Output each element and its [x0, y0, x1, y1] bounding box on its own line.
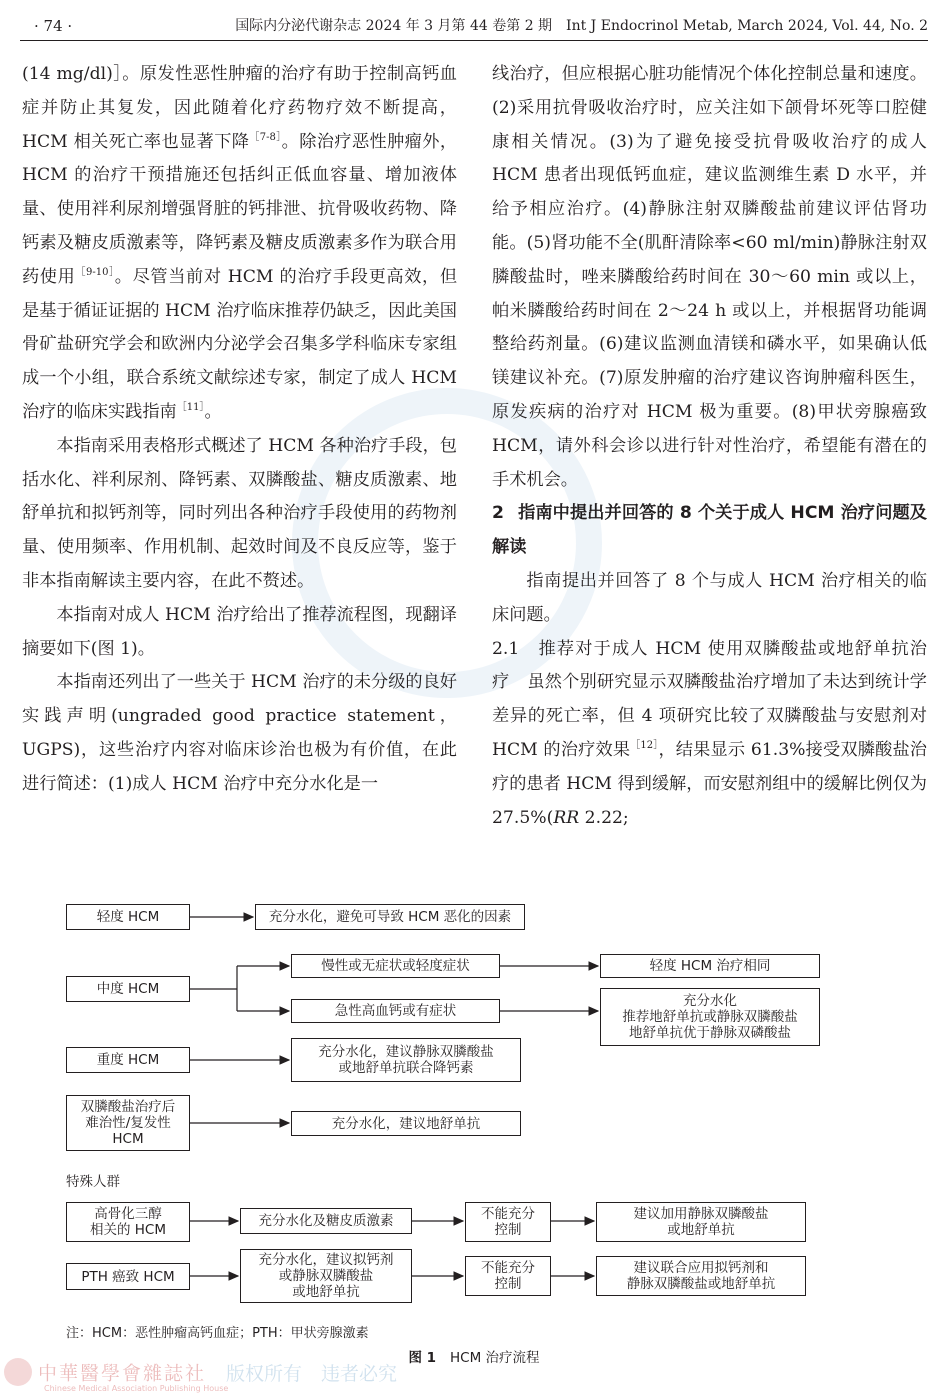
box-moderate-hcm: 中度 HCM — [66, 976, 190, 1002]
reference-12[interactable]: ［12］ — [630, 739, 659, 751]
subsection-title: 推荐对于成人 HCM 使用双膦酸盐或地舒单抗治疗 — [492, 638, 927, 693]
left-paragraph-2: 本指南采用表格形式概述了 HCM 各种治疗手段，包括水化、袢利尿剂、降钙素、双膦酸盐、糖皮质激素、地舒单抗和拟钙剂等，同时列出各种治疗手段使用的药物剂量、使用频率、作用机制、起效时间及不良反应等，鉴于非本指南解读主要内容，在此不赘述。 — [22, 435, 457, 591]
right-column — [492, 58, 927, 835]
box-pth-uncontrolled: 不能充分 控制 — [465, 1256, 551, 1296]
box-calcitriol-hcm: 高骨化三醇 相关的 HCM — [66, 1202, 190, 1242]
publisher-logo-icon — [4, 1358, 32, 1386]
subsection-number: 2.1 — [492, 638, 520, 659]
left-paragraph-4: 本指南还列出了一些关于 HCM 治疗的未分级的良好实践声明(ungraded good practice statement，UGPS)，这些治疗内容对临床诊治也极为有价值，在此进行简述：(1)成人 HCM 治疗中充分水化是一 — [22, 672, 457, 794]
box-severe-hcm: 重度 HCM — [66, 1047, 190, 1073]
reference-7-8[interactable]: ［7-8］ — [249, 131, 282, 143]
box-calcitriol-uncontrolled: 不能充分 控制 — [465, 1202, 551, 1242]
subsection-2-1: 2.1 推荐对于成人 HCM 使用双膦酸盐或地舒单抗治疗 虽然个别研究显示双膦酸盐治疗增加了未达到统计学差异的死亡率，但 4 项研究比较了双膦酸盐与安慰剂对 HCM 的治疗效果$^{[12]}$，结果显示 61.3%接受双膦酸盐治疗的患者 HCM 得到缓解，而安慰剂组中的缓解比例仅为 27.5%(RR 2.22; — [492, 638, 927, 828]
box-mild-hcm: 轻度 HCM — [66, 904, 190, 930]
box-pth-result: 建议联合应用拟钙剂和 静脉双膦酸盐或地舒单抗 — [596, 1256, 806, 1296]
box-moderate-chronic-result: 轻度 HCM 治疗相同 — [600, 954, 820, 978]
publisher-watermark: 中華醫學會雜誌社 版权所有 违者必究 Chinese Medical Association Publishing House — [4, 1358, 424, 1398]
box-calcitriol-result: 建议加用静脉双膦酸盐 或地舒单抗 — [596, 1202, 806, 1242]
page-number: · 74 · — [34, 17, 73, 35]
figure-caption: 图 1 HCM 治疗流程 — [408, 1350, 540, 1366]
section-heading-2: 2 指南中提出并回答的 8 个关于成人 HCM 治疗问题及解读 — [492, 503, 927, 558]
right-paragraph-2: 指南提出并回答了 8 个与成人 HCM 治疗相关的临床问题。 — [492, 570, 927, 625]
journal-citation: 国际内分泌代谢杂志 2024 年 3 月第 44 卷第 2 期 Int J Endocrinol Metab, March 2024, Vol. 44, No. 2 — [235, 18, 928, 34]
special-population-label: 特殊人群 — [66, 1174, 120, 1190]
box-pth-action: 充分水化，建议拟钙剂 或静脉双膦酸盐 或地舒单抗 — [240, 1249, 412, 1303]
box-moderate-acute-result: 充分水化 推荐地舒单抗或静脉双膦酸盐 地舒单抗优于静脉双磷酸盐 — [600, 988, 820, 1046]
box-pth-hcm: PTH 癌致 HCM — [66, 1263, 190, 1290]
box-moderate-acute: 急性高血钙或有症状 — [291, 999, 500, 1023]
reference-11[interactable]: ［11］ — [176, 401, 205, 413]
box-calcitriol-action: 充分水化及糖皮质激素 — [240, 1208, 412, 1234]
left-paragraph-1: (14 mg/dl)］。原发性恶性肿瘤的治疗有助于控制高钙血症并防止其复发，因此随着化疗药物疗效不断提高，HCM 相关死亡率也显著下降$^{[7-8]}$。除治疗恶性肿瘤外，HCM 的治疗干预措施还包括纠正低血容量、增加液体量、使用袢利尿剂增强肾脏的钙排泄、抗骨吸收药物、降钙素及糖皮质激素等，降钙素及糖皮质激素多作为联合用药使用$^{[9-10]}$。尽管当前对 HCM 的治疗手段更高效，但是基于循证证据的 HCM 治疗临床推荐仍缺乏，因此美国骨矿盐研究学会和欧洲内分泌学会召集多学科临床专家组成一个小组，联合系统文献综述专家，制定了成人 HCM 治疗的临床实践指南$^{[11]}$。 — [22, 64, 458, 422]
right-paragraph-1: 线治疗，但应根据心脏功能情况个体化控制总量和速度。(2)采用抗骨吸收治疗时，应关注如下颌骨坏死等口腔健康相关情况。(3)为了避免接受抗骨吸收治疗的成人 HCM 患者出现低钙血症，建议监测维生素 D 水平，并给予相应治疗。(4)静脉注射双膦酸盐前建议评估肾功能。(5)肾功能不全(肌酐清除率<60 ml/min)静脉注射双膦酸盐时，唑来膦酸给药时间在 30～60 min 或以上，帕米膦酸给药时间在 2～24 h 或以上，并根据肾功能调整给药剂量。(6)建议监测血清镁和磷水平，如果确认低镁建议补充。(7)原发肿瘤的治疗建议咨询肿瘤科医生，原发疾病的治疗对 HCM 极为重要。(8)甲状旁腺癌致 HCM，请外科会诊以进行针对性治疗，希望能有潜在的手术机会。 — [492, 64, 927, 490]
running-header — [20, 12, 928, 41]
box-moderate-chronic: 慢性或无症状或轻度症状 — [291, 954, 500, 978]
box-mild-action: 充分水化，避免可导致 HCM 恶化的因素 — [255, 904, 525, 930]
reference-9-10[interactable]: ［9-10］ — [75, 266, 115, 278]
left-paragraph-3: 本指南对成人 HCM 治疗给出了推荐流程图，现翻译摘要如下(图 1)。 — [22, 604, 457, 659]
box-refractory-action: 充分水化，建议地舒单抗 — [291, 1111, 521, 1136]
figure-note: 注：HCM：恶性肿瘤高钙血症；PTH：甲状旁腺激素 — [66, 1326, 369, 1341]
left-column — [22, 58, 457, 802]
box-refractory-hcm: 双膦酸盐治疗后 难治性/复发性 HCM — [66, 1095, 190, 1151]
box-severe-action: 充分水化，建议静脉双膦酸盐 或地舒单抗联合降钙素 — [291, 1038, 521, 1082]
